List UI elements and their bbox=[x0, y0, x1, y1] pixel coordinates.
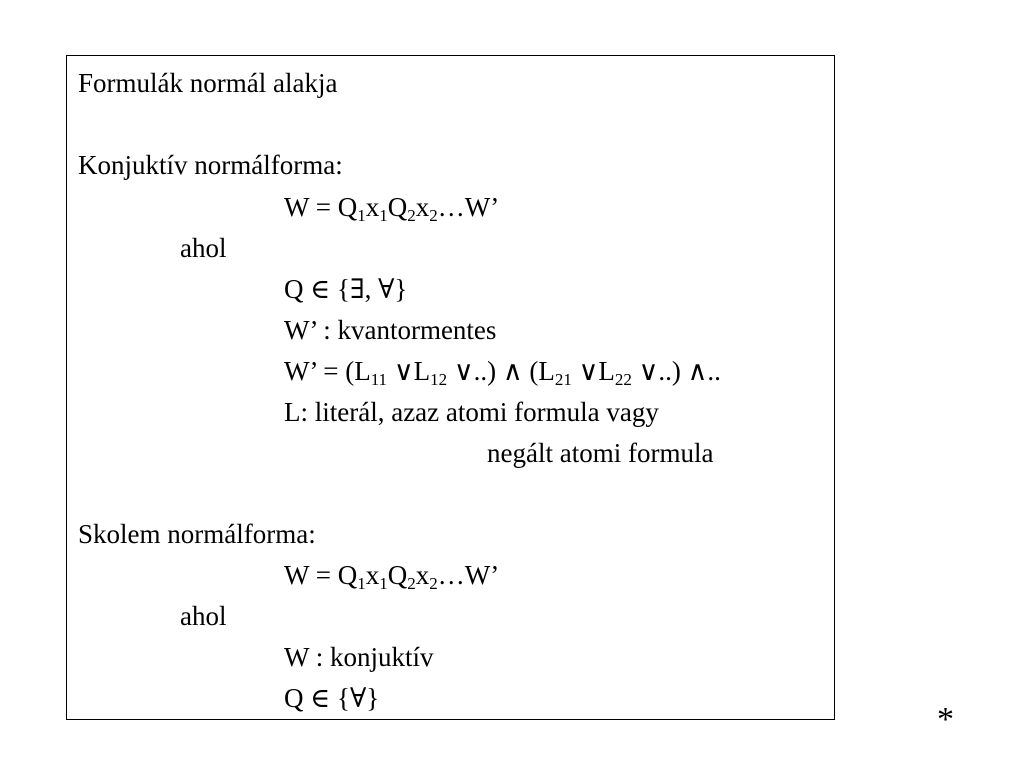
skolem-where: ahol bbox=[180, 601, 227, 631]
skolem-quantifiers: Q ∈ {∀} bbox=[284, 683, 380, 713]
skolem-formula: $W = Q_1x_1Q_2x_2\dots W$’ bbox=[284, 560, 500, 593]
quantifier-free-note: W’ : kvantormentes bbox=[284, 315, 497, 345]
literal-definition: L: literál, azaz atomi formula vagy bbox=[284, 397, 659, 427]
conjunctive-quantifiers: Q ∈ {∃, ∀} bbox=[284, 274, 408, 304]
slide-title: Formulák normál alakja bbox=[78, 68, 338, 98]
conjunctive-heading: Konjuktív normálforma: bbox=[78, 150, 343, 180]
literal-definition-cont: negált atomi formula bbox=[487, 438, 714, 468]
conjunctive-where: ahol bbox=[180, 233, 227, 263]
conjunctive-formula: $W = Q_1x_1Q_2x_2\dots W$’ bbox=[284, 192, 500, 225]
footnote-marker: * bbox=[937, 701, 954, 738]
skolem-conjunctive-note: W : konjuktív bbox=[284, 642, 434, 672]
conjunctive-expansion: W’ = ($L_{11}$ $\vee L_{12}$ ∨..) ∧ ($L_{21}$ $\vee L_{22}$ ∨..) ∧.. bbox=[284, 356, 721, 389]
skolem-heading: Skolem normálforma: bbox=[78, 519, 316, 549]
